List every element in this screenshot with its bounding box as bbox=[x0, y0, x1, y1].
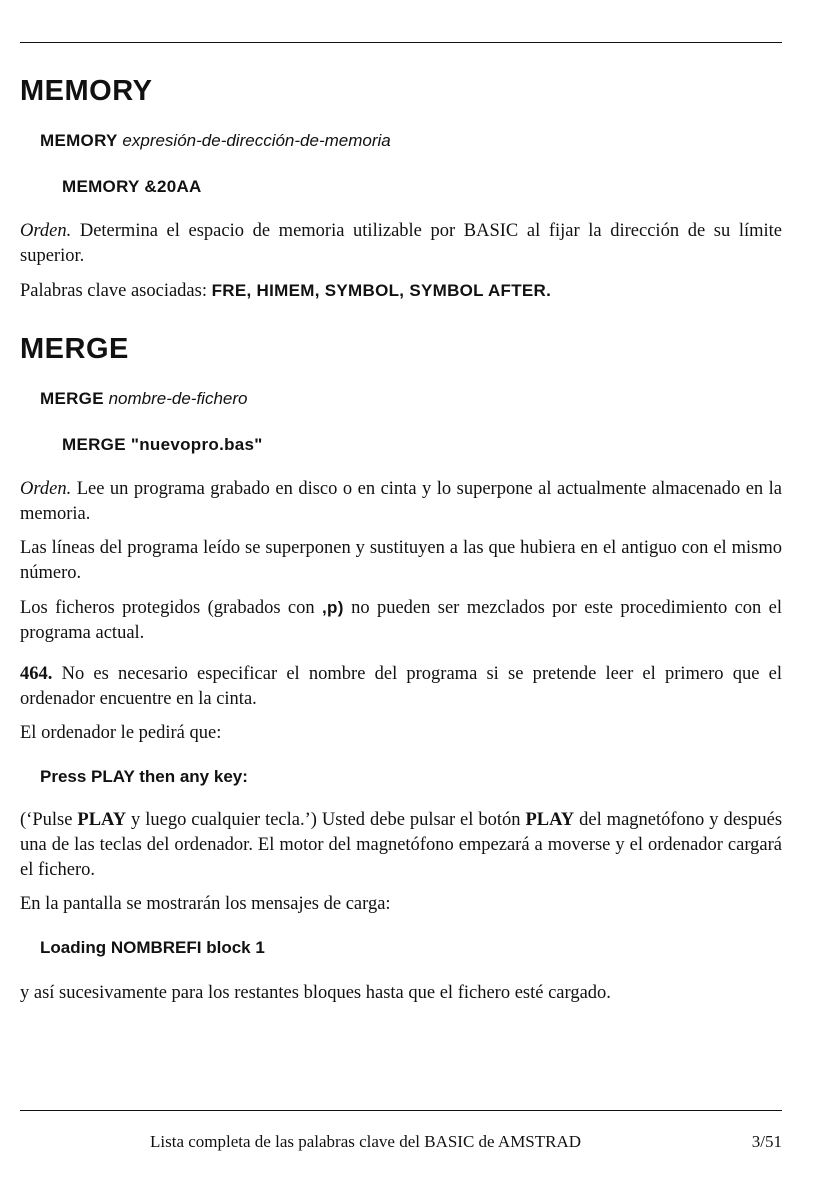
merge-desc-label: Orden. bbox=[20, 479, 72, 499]
merge-para-protected bbox=[20, 595, 782, 646]
merge-para-lines: Las líneas del programa leído se superponen y sustituyen a las que hubiera en el antiguo con el mismo número. bbox=[20, 538, 782, 583]
protected-flag: ,p) bbox=[322, 598, 344, 617]
merge-example: MERGE "nuevopro.bas" bbox=[62, 435, 263, 454]
merge-para-protected-a: Los ficheros protegidos (grabados con bbox=[20, 598, 315, 618]
bottom-rule bbox=[20, 1110, 782, 1111]
merge-para-pulse-a: (‘Pulse bbox=[20, 810, 73, 830]
merge-syntax bbox=[40, 386, 782, 412]
merge-para-loading: En la pantalla se mostrarán los mensajes de carga: bbox=[20, 894, 391, 914]
loading-message: Loading NOMBREFI block 1 bbox=[40, 938, 265, 957]
merge-para-pulse-c: del magnetófono y después una de las teclas del ordenador. El motor del magnetófono empezará a moverse y el ordenador cargará el fichero. bbox=[20, 810, 783, 880]
merge-desc-text: Lee un programa grabado en disco o en cinta y lo superpone al actualmente almacenado en la memoria. bbox=[20, 479, 783, 524]
memory-example: MEMORY &20AA bbox=[62, 177, 202, 196]
merge-para-464-text: No es necesario especificar el nombre del programa si se pretende leer el primero que el ordenador encuentre en la cinta. bbox=[20, 664, 783, 709]
page-content bbox=[20, 70, 782, 1006]
merge-para-final: y así sucesivamente para los restantes bloques hasta que el fichero esté cargado. bbox=[20, 983, 611, 1003]
merge-description bbox=[20, 477, 782, 527]
merge-para-pulse-b: y luego cualquier tecla.’) Usted debe pulsar el botón bbox=[131, 810, 521, 830]
play-keyword-1: PLAY bbox=[77, 810, 127, 830]
play-keyword-2: PLAY bbox=[525, 810, 575, 830]
memory-related-label: Palabras clave asociadas: bbox=[20, 281, 207, 301]
merge-para-pulse bbox=[20, 808, 782, 883]
memory-syntax-argument: expresión-de-dirección-de-memoria bbox=[122, 131, 391, 150]
page-number: 3/51 bbox=[751, 1132, 782, 1151]
memory-related-keywords: FRE, HIMEM, SYMBOL, SYMBOL AFTER. bbox=[211, 281, 552, 300]
memory-syntax-keyword: MEMORY bbox=[40, 131, 118, 150]
merge-para-prompt: El ordenador le pedirá que: bbox=[20, 723, 222, 743]
merge-syntax-argument: nombre-de-fichero bbox=[108, 389, 248, 408]
model-464-label: 464. bbox=[20, 664, 53, 684]
memory-related bbox=[20, 278, 782, 304]
merge-heading: MERGE bbox=[20, 333, 129, 365]
merge-syntax-keyword: MERGE bbox=[40, 389, 104, 408]
footer-title: Lista completa de las palabras clave del BASIC de AMSTRAD bbox=[150, 1132, 582, 1151]
press-play-message: Press PLAY then any key: bbox=[40, 767, 248, 786]
merge-para-protected-b: no pueden ser mezclados por este procedimiento con el programa actual. bbox=[20, 598, 783, 643]
memory-syntax bbox=[40, 128, 782, 154]
memory-desc-label: Orden. bbox=[20, 221, 72, 241]
memory-description bbox=[20, 219, 782, 269]
merge-para-464 bbox=[20, 662, 782, 712]
memory-desc-text: Determina el espacio de memoria utilizable por BASIC al fijar la dirección de su límite superior. bbox=[20, 221, 782, 266]
memory-heading: MEMORY bbox=[20, 75, 153, 107]
top-rule bbox=[20, 42, 782, 43]
